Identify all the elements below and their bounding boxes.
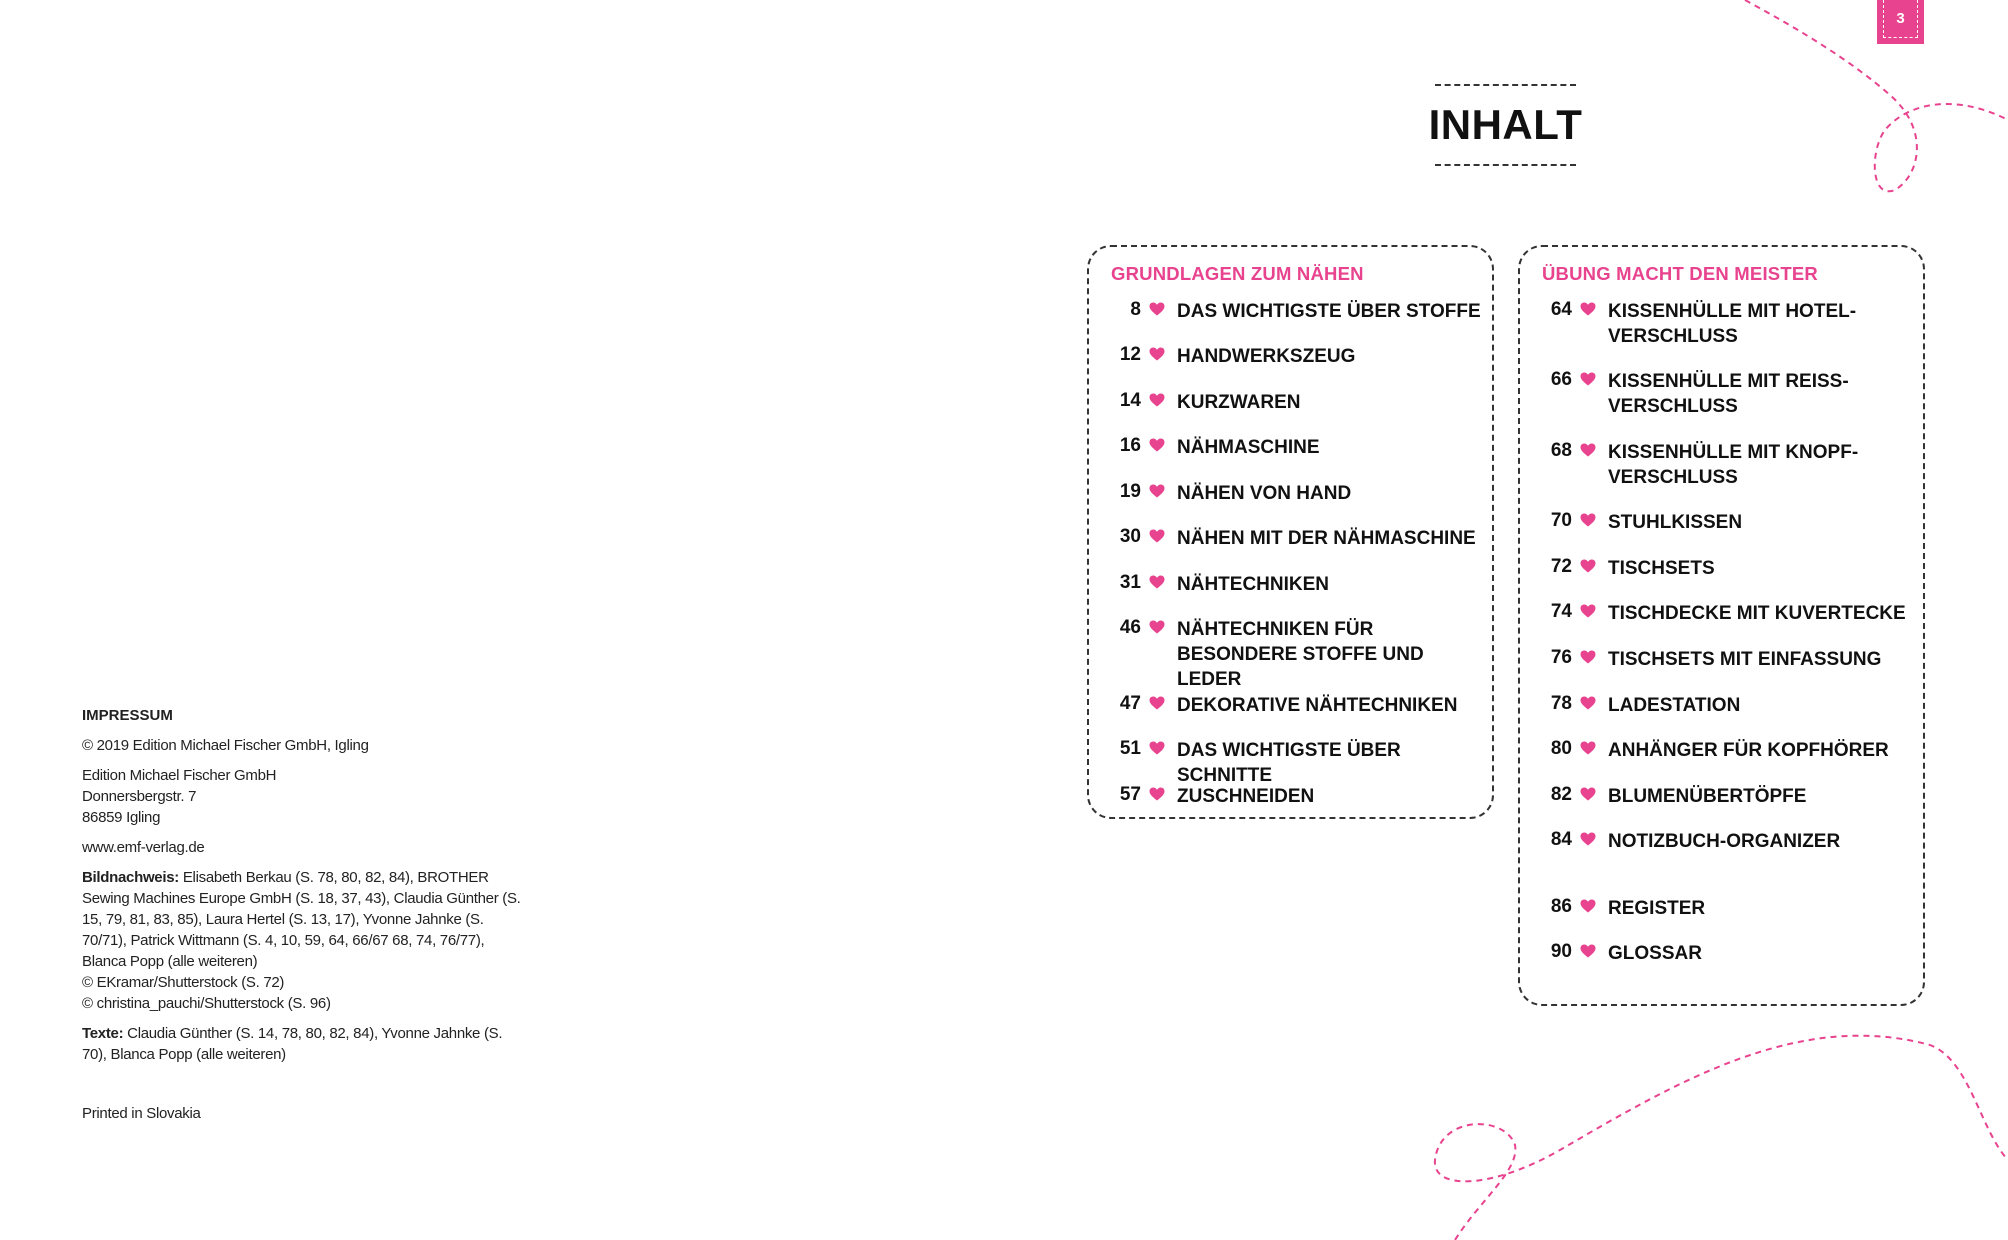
toc-entry-title: NÄHEN MIT DER NÄHMASCHINE xyxy=(1177,528,1476,549)
heart-icon xyxy=(1580,372,1596,386)
photo-credit-line: © EKramar/Shutterstock (S. 72) xyxy=(82,974,285,991)
heart-icon xyxy=(1149,438,1165,452)
toc-entry-title: NOTIZBUCH-ORGANIZER xyxy=(1608,831,1841,852)
text-credits xyxy=(82,1023,522,1065)
toc-page-number: 14 xyxy=(1119,390,1141,411)
toc-page-number: 86 xyxy=(1550,896,1572,917)
address-line: Edition Michael Fischer GmbH xyxy=(82,767,277,784)
toc-entry-title: KISSENHÜLLE MIT HOTEL-VERSCHLUSS xyxy=(1608,301,1857,347)
heart-icon xyxy=(1149,741,1165,755)
website-link[interactable]: www.emf-verlag.de xyxy=(82,839,205,856)
toc-entry-title: DAS WICHTIGSTE ÜBER STOFFE xyxy=(1177,301,1481,322)
address-line: Donnersbergstr. 7 xyxy=(82,788,197,805)
page-number-tab xyxy=(1877,0,1924,44)
toc-entry-title: LADESTATION xyxy=(1608,695,1741,716)
section-title: ÜBUNG MACHT DEN MEISTER xyxy=(1542,263,1818,284)
toc-entry-title: GLOSSAR xyxy=(1608,943,1702,964)
toc-entry-title: NÄHEN VON HAND xyxy=(1177,483,1352,504)
contents-box-projects xyxy=(1518,245,1925,1006)
heart-icon xyxy=(1580,741,1596,755)
text-credits-label: Texte: xyxy=(82,1025,124,1042)
toc-entry-title: TISCHDECKE MIT KUVERTECKE xyxy=(1608,603,1906,624)
heart-icon xyxy=(1580,443,1596,457)
toc-entry-title: DAS WICHTIGSTE ÜBER SCHNITTE xyxy=(1177,740,1401,786)
toc-page-number: 68 xyxy=(1550,440,1572,461)
toc-entry-title: KURZWAREN xyxy=(1177,392,1301,413)
page-number: 3 xyxy=(1883,0,1918,38)
text-credits-text: Claudia Günther (S. 14, 78, 80, 82, 84), Yvonne Jahnke (S. 70), Blanca Popp (alle weiteren) xyxy=(82,1025,503,1063)
heart-icon xyxy=(1580,302,1596,316)
publisher-address xyxy=(82,765,522,828)
imprint-block xyxy=(82,705,522,1133)
heart-icon xyxy=(1580,832,1596,846)
toc-entry-title: HANDWERKSZEUG xyxy=(1177,346,1356,367)
toc-page-number: 78 xyxy=(1550,693,1572,714)
toc-entry-title: NÄHTECHNIKEN xyxy=(1177,574,1329,595)
heart-icon xyxy=(1149,575,1165,589)
toc-page-number: 84 xyxy=(1550,829,1572,850)
photo-credit-line: © christina_pauchi/Shutterstock (S. 96) xyxy=(82,995,331,1012)
toc-page-number: 57 xyxy=(1119,784,1141,805)
heart-icon xyxy=(1580,650,1596,664)
toc-page-number: 30 xyxy=(1119,526,1141,547)
heart-icon xyxy=(1149,484,1165,498)
toc-page-number: 8 xyxy=(1130,299,1141,320)
copyright-text: © 2019 Edition Michael Fischer GmbH, Igling xyxy=(82,737,369,754)
heart-icon xyxy=(1149,620,1165,634)
heart-icon xyxy=(1580,944,1596,958)
toc-entry-title: TISCHSETS MIT EINFASSUNG xyxy=(1608,649,1882,670)
toc-entry-title: STUHLKISSEN xyxy=(1608,512,1743,533)
heart-icon xyxy=(1149,529,1165,543)
heart-icon xyxy=(1580,787,1596,801)
heart-icon xyxy=(1580,559,1596,573)
toc-entry-title: KISSENHÜLLE MIT KNOPF-VERSCHLUSS xyxy=(1608,442,1859,488)
heart-icon xyxy=(1580,696,1596,710)
contents-box-basics xyxy=(1087,245,1494,819)
imprint-heading: IMPRESSUM xyxy=(82,707,173,724)
toc-page-number: 80 xyxy=(1550,738,1572,759)
toc-entry-title: ZUSCHNEIDEN xyxy=(1177,786,1315,807)
toc-page-number: 82 xyxy=(1550,784,1572,805)
contents-title-frame xyxy=(1428,84,1583,166)
heart-icon xyxy=(1580,604,1596,618)
printed-in: Printed in Slovakia xyxy=(82,1105,201,1122)
toc-page-number: 51 xyxy=(1119,738,1141,759)
page-title: INHALT xyxy=(1428,101,1583,148)
heart-icon xyxy=(1149,696,1165,710)
toc-entry-title: DEKORATIVE NÄHTECHNIKEN xyxy=(1177,695,1458,716)
toc-page-number: 72 xyxy=(1550,556,1572,577)
toc-page-number: 74 xyxy=(1550,601,1572,622)
photo-credits-label: Bildnachweis: xyxy=(82,869,179,886)
toc-page-number: 16 xyxy=(1119,435,1141,456)
toc-page-number: 12 xyxy=(1119,344,1141,365)
heart-icon xyxy=(1580,899,1596,913)
toc-entry-title: REGISTER xyxy=(1608,898,1706,919)
toc-entry-title: NÄHTECHNIKEN FÜR BESONDERE STOFFE UND LEDER xyxy=(1177,619,1424,690)
toc-page-number: 19 xyxy=(1119,481,1141,502)
heart-icon xyxy=(1149,393,1165,407)
heart-icon xyxy=(1149,302,1165,316)
photo-credits-text: Elisabeth Berkau (S. 78, 80, 82, 84), BROTHER Sewing Machines Europe GmbH (S. 18, 37, 43), Claudia Günther (S. 15, 79, 81, 83, 85), Laura Hertel (S. 13, 17), Yvonne Jahnke (S. 70/71), Patrick Wittmann (S. 4, 10, 59, 64, 66/67 68, 74, 76/77), Blanca Popp (alle weiteren) xyxy=(82,869,521,970)
heart-icon xyxy=(1580,513,1596,527)
toc-page-number: 47 xyxy=(1119,693,1141,714)
toc-page-number: 64 xyxy=(1550,299,1572,320)
section-title: GRUNDLAGEN ZUM NÄHEN xyxy=(1111,263,1364,284)
toc-page-number: 66 xyxy=(1550,369,1572,390)
toc-entry-title: NÄHMASCHINE xyxy=(1177,437,1320,458)
toc-entry-title: ANHÄNGER FÜR KOPFHÖRER xyxy=(1608,740,1889,761)
heart-icon xyxy=(1149,347,1165,361)
heart-icon xyxy=(1149,787,1165,801)
toc-page-number: 31 xyxy=(1119,572,1141,593)
address-line: 86859 Igling xyxy=(82,809,161,826)
toc-page-number: 90 xyxy=(1550,941,1572,962)
toc-entry-title: BLUMENÜBERTÖPFE xyxy=(1608,786,1807,807)
toc-page-number: 46 xyxy=(1119,617,1141,638)
toc-entry-title: KISSENHÜLLE MIT REISS-VERSCHLUSS xyxy=(1608,371,1849,417)
photo-credits xyxy=(82,867,522,1014)
toc-entry-title: TISCHSETS xyxy=(1608,558,1715,579)
toc-page-number: 70 xyxy=(1550,510,1572,531)
toc-page-number: 76 xyxy=(1550,647,1572,668)
